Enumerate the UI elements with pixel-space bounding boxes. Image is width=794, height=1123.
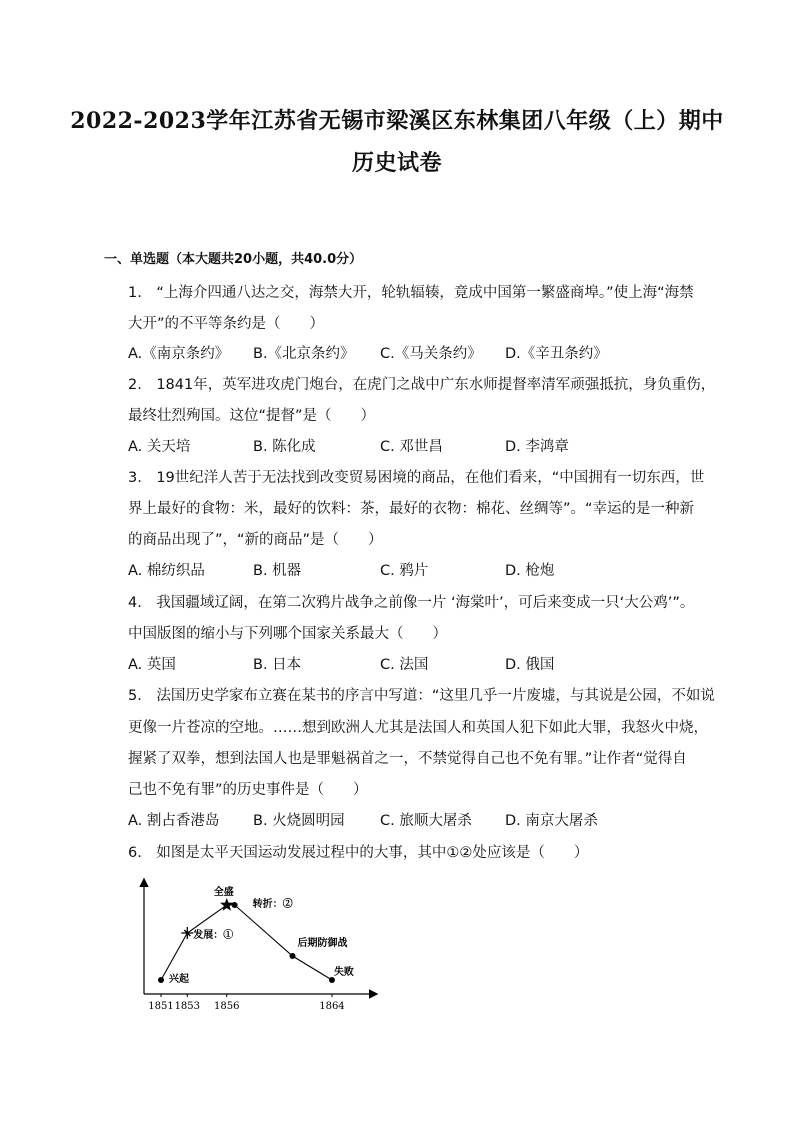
taiping-timeline-figure: [130, 872, 390, 1012]
option-c: C. 旅顺大屠杀: [380, 813, 472, 829]
timeline-marker: [158, 977, 164, 983]
question-3-line-1: 3. 19世纪洋人苦于无法找到改变贸易困境的商品，在他们看来，“中国拥有一切东西，世: [128, 470, 705, 486]
option-c: C. 法国: [380, 657, 429, 673]
option-d: D. 李鸿章: [505, 439, 569, 455]
x-tick-label: 1853: [174, 1001, 201, 1012]
timeline-label: 转折：②: [252, 899, 293, 910]
option-a: A. 英国: [128, 657, 176, 673]
exam-title-line2: 历史试卷: [351, 150, 442, 176]
option-c: C. 邓世昌: [380, 439, 443, 455]
question-4-line-1: 4. 我国疆域辽阔，在第二次鸦片战争之前像一片 ‘海棠叶’，可后来变成一只‘大公鸡’”。: [128, 595, 695, 611]
question-2-line-1: 2. 1841年，英军进攻虎门炮台，在虎门之战中广东水师提督率清军顽强抵抗，身负重伤，: [128, 377, 716, 393]
option-d: D. 枪炮: [505, 563, 555, 579]
option-a: A. 棉纺织品: [128, 563, 205, 579]
timeline-label: 后期防御战: [297, 938, 348, 949]
question-4-line-2: 中国版图的缩小与下列哪个国家关系最大（ ）: [128, 626, 447, 642]
option-b: B. 陈化成: [253, 439, 316, 455]
question-1-line-1: 1. “上海介四通八达之交，海禁大开，轮轨辐辏，竟成中国第一繁盛商埠。”使上海“海禁: [128, 285, 694, 301]
timeline-marker: [290, 953, 296, 959]
option-d: D.《辛丑条约》: [505, 346, 608, 362]
timeline-label: 发展：①: [193, 930, 234, 941]
option-d: D. 南京大屠杀: [505, 813, 598, 829]
section-heading: 一、单选题（本大题共20小题，共40.0分）: [104, 252, 363, 267]
x-tick-label: 1851: [148, 1001, 174, 1012]
option-c: C.《马关条约》: [380, 346, 482, 362]
option-a: A. 割占香港岛: [128, 813, 220, 829]
question-5-line-1: 5. 法国历史学家布立赛在某书的序言中写道：“这里几乎一片废墟，与其说是公园，不如说: [128, 688, 715, 704]
option-a: A. 关天培: [128, 439, 191, 455]
timeline-label: 全盛: [213, 887, 234, 898]
question-6-line-1: 6. 如图是太平天国运动发展过程中的大事，其中①②处应该是（ ）: [128, 845, 589, 861]
x-tick-label: 1856: [214, 1001, 240, 1012]
timeline-marker: [232, 902, 238, 908]
question-2-line-2: 最终壮烈殉国。这位“提督”是（ ）: [128, 408, 376, 424]
option-d: D. 俄国: [505, 657, 555, 673]
question-5-line-2: 更像一片苍凉的空地。……想到欧洲人尤其是法国人和英国人犯下如此大罪，我怒火中烧，: [128, 720, 708, 736]
option-b: B. 机器: [253, 563, 302, 579]
question-1-line-2: 大开”的不平等条约是（ ）: [128, 316, 325, 332]
timeline-label: 兴起: [169, 974, 189, 985]
question-3-line-2: 界上最好的食物：米，最好的饮料：茶，最好的衣物：棉花、丝绸等”。“幸运的是一种新: [128, 501, 695, 517]
timeline-marker: [181, 927, 193, 939]
question-5-line-4: 己也不免有罪”的历史事件是（ ）: [128, 782, 368, 798]
option-a: A.《南京条约》: [128, 346, 230, 362]
option-c: C. 鸦片: [380, 563, 429, 579]
question-5-line-3: 握紧了双拳，想到法国人也是罪魁祸首之一，不禁觉得自己也不免有罪。”让作者“觉得自: [128, 751, 687, 767]
option-b: B. 日本: [253, 657, 302, 673]
timeline-label: 失败: [333, 967, 354, 978]
question-3-line-3: 的商品出现了”，“新的商品”是（ ）: [128, 532, 383, 548]
option-b: B.《北京条约》: [253, 346, 355, 362]
option-b: B. 火烧圆明园: [253, 813, 345, 829]
x-tick-label: 1864: [319, 1001, 345, 1012]
exam-title-line1: 2022-2023学年江苏省无锡市梁溪区东林集团八年级（上）期中: [70, 108, 724, 134]
